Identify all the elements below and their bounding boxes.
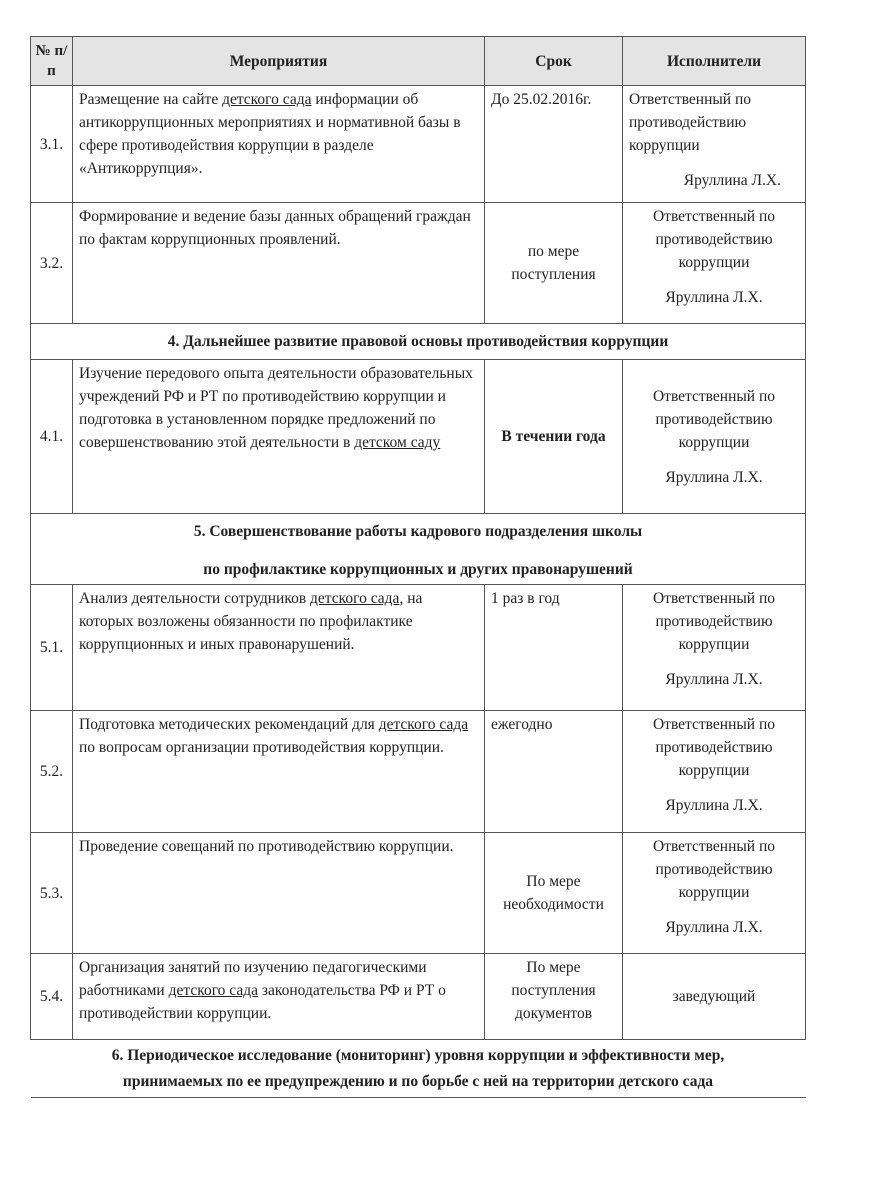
executor: Ответственный по противодействию коррупции Яруллина Л.Х. [623, 203, 806, 324]
event-description: Формирование и ведение базы данных обращений граждан по фактам коррупционных проявлений. [73, 203, 485, 324]
deadline: ежегодно [485, 711, 623, 833]
table-row [31, 360, 806, 514]
row-number: 4.1. [31, 360, 73, 514]
table-row [31, 585, 806, 711]
header-deadline: Срок [485, 37, 623, 86]
event-description: Размещение на сайте детского сада информации об антикоррупционных мероприятиях и нормативной базы в сфере противодействия коррупции в разделе «Антикоррупция». [73, 86, 485, 203]
deadline: 1 раз в год [485, 585, 623, 711]
executor: Ответственный по противодействию коррупции Яруллина Л.Х. [623, 585, 806, 711]
row-number: 5.2. [31, 711, 73, 833]
event-description: Подготовка методических рекомендаций для детского сада по вопросам организации противодействия коррупции. [73, 711, 485, 833]
deadline: По мере необходимости [485, 833, 623, 954]
document-page [30, 36, 805, 1098]
header-events: Мероприятия [73, 37, 485, 86]
table-header-row [31, 37, 806, 86]
section-row [31, 514, 806, 585]
section-row [31, 324, 806, 360]
section-4-title: 4. Дальнейшее развитие правовой основы противодействия коррупции [31, 324, 806, 360]
event-description: Организация занятий по изучению педагогическими работниками детского сада законодательства РФ и РТ о противодействии коррупции. [73, 954, 485, 1040]
executor: заведующий [623, 954, 806, 1040]
table-row [31, 86, 806, 203]
executor: Ответственный по противодействию коррупции Яруллина Л.Х. [623, 711, 806, 833]
executor: Ответственный по противодействию коррупции Яруллина Л.Х. [623, 86, 806, 203]
table-row [31, 203, 806, 324]
deadline: До 25.02.2016г. [485, 86, 623, 203]
section-row [31, 1040, 806, 1098]
executor: Ответственный по противодействию коррупции Яруллина Л.Х. [623, 360, 806, 514]
deadline: по мере поступления [485, 203, 623, 324]
deadline: По мере поступления документов [485, 954, 623, 1040]
row-number: 3.2. [31, 203, 73, 324]
executor: Ответственный по противодействию коррупции Яруллина Л.Х. [623, 833, 806, 954]
table-row [31, 833, 806, 954]
table-row [31, 711, 806, 833]
event-description: Проведение совещаний по противодействию коррупции. [73, 833, 485, 954]
action-plan-table [30, 36, 806, 1098]
event-description: Анализ деятельности сотрудников детского сада, на которых возложены обязанности по профилактике коррупционных и иных правонарушений. [73, 585, 485, 711]
header-executors: Исполнители [623, 37, 806, 86]
deadline: В течении года [485, 360, 623, 514]
row-number: 5.1. [31, 585, 73, 711]
row-number: 5.3. [31, 833, 73, 954]
event-description: Изучение передового опыта деятельности образовательных учреждений РФ и РТ по противодействию коррупции и подготовка в установленном порядке предложений по совершенствованию этой деятельности в детском саду [73, 360, 485, 514]
header-number: № п/п [31, 37, 73, 86]
table-row [31, 954, 806, 1040]
section-6-title: 6. Периодическое исследование (мониторинг) уровня коррупции и эффективности мер, принимаемых по ее предупреждению и по борьбе с ней на территории детского сада [31, 1040, 806, 1098]
row-number: 5.4. [31, 954, 73, 1040]
section-5-title: 5. Совершенствование работы кадрового подразделения школы по профилактике коррупционных и других правонарушений [31, 514, 806, 585]
row-number: 3.1. [31, 86, 73, 203]
